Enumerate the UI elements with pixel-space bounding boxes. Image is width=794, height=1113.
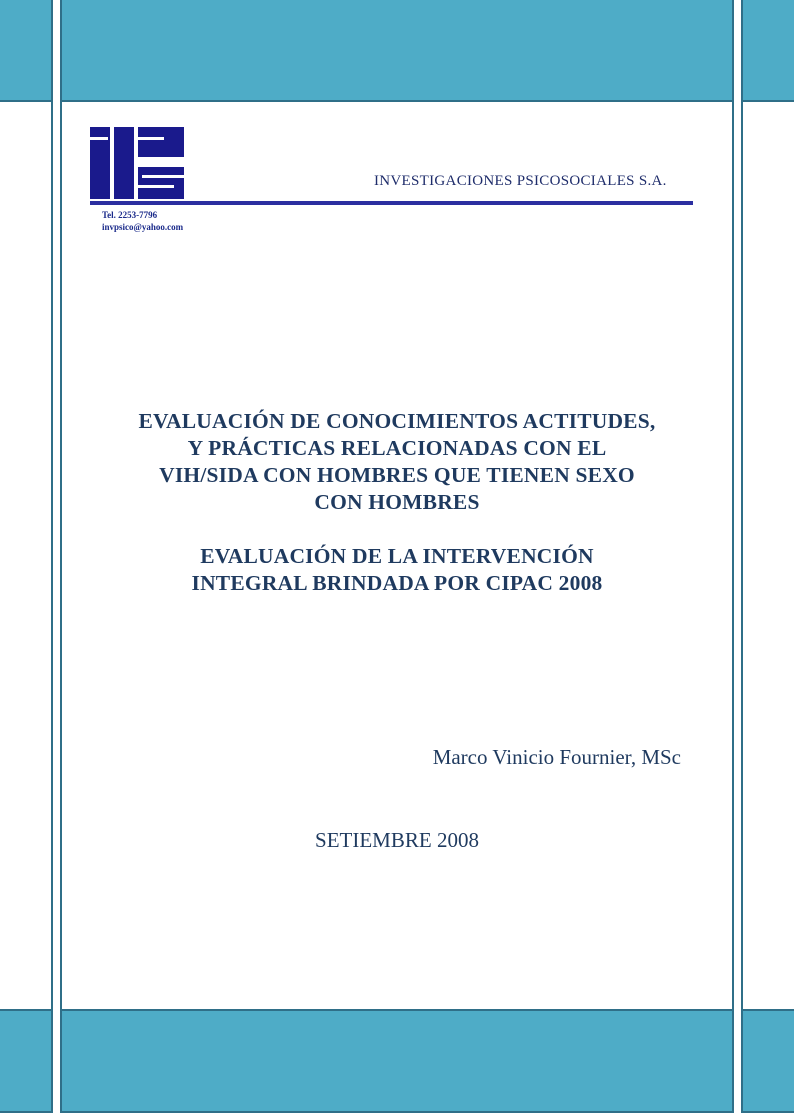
title-line: VIH/SIDA CON HOMBRES QUE TIENEN SEXO (159, 463, 635, 487)
subtitle (60, 543, 734, 597)
title-line: CON HOMBRES (314, 490, 480, 514)
author-name: Marco Vinicio Fournier, MSc (432, 745, 681, 769)
subtitle-line: INTEGRAL BRINDADA POR CIPAC 2008 (191, 571, 603, 595)
company-name: INVESTIGACIONES PSICOSOCIALES S.A. (374, 173, 667, 189)
main-title (60, 408, 734, 516)
bottom-band-left (0, 1009, 53, 1113)
phone-number: Tel. 2253-7796 (102, 210, 158, 220)
subtitle-line: EVALUACIÓN DE LA INTERVENCIÓN (200, 544, 594, 568)
contact-info (102, 209, 183, 233)
title-line: Y PRÁCTICAS RELACIONADAS CON EL (187, 436, 607, 460)
title-line: EVALUACIÓN DE CONOCIMIENTOS ACTITUDES, (138, 409, 656, 433)
bottom-band-center (60, 1009, 734, 1113)
email-address: invpsico@yahoo.com (102, 222, 184, 232)
top-band-center (60, 0, 734, 102)
bottom-band-right (741, 1009, 794, 1113)
top-band-left (0, 0, 53, 102)
top-band-right (741, 0, 794, 102)
frame-line-left-outer (51, 0, 53, 1111)
frame-line-right-outer (741, 0, 743, 1111)
ips-logo (90, 127, 184, 199)
publication-date: SETIEMBRE 2008 (315, 828, 479, 852)
header-rule (90, 201, 693, 205)
